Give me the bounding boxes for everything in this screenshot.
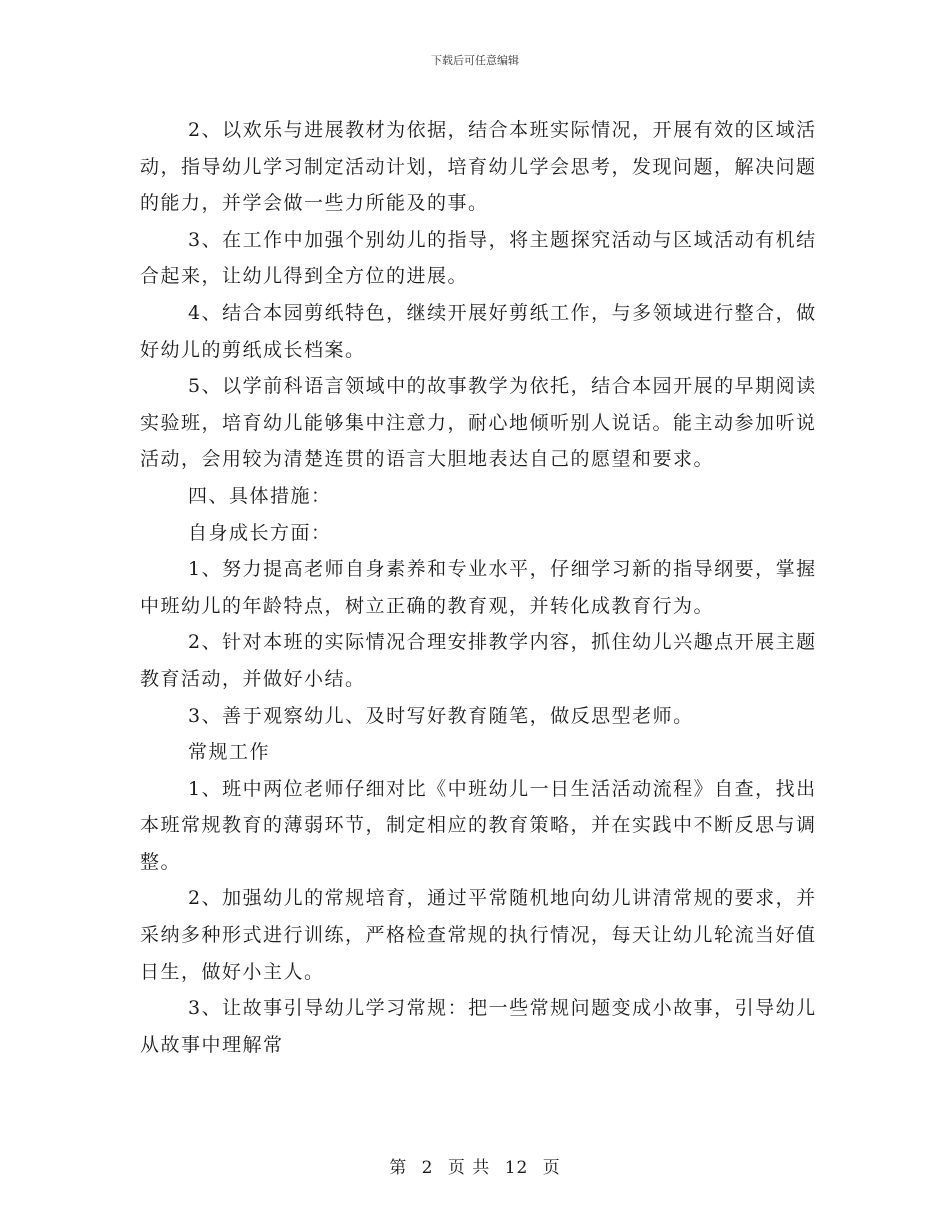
footer-middle: 页 共	[447, 1158, 491, 1178]
subsection-heading: 自身成长方面：	[188, 521, 332, 544]
page-footer	[0, 1153, 950, 1178]
subsection-heading: 常规工作	[188, 741, 271, 764]
paragraph: 1、努力提高老师自身素养和专业水平，仔细学习新的指导纲要，掌握中班幼儿的年龄特点，树立正确的教育观，并转化成教育行为。	[140, 558, 817, 617]
paragraph: 4、结合本园剪纸特色，继续开展好剪纸工作，与多领域进行整合，做好幼儿的剪纸成长档案。	[140, 301, 817, 361]
paragraph: 1、班中两位老师仔细对比《中班幼儿一日生活活动流程》自查，找出本班常规教育的薄弱环节，制定相应的教育策略，并在实践中不断反思与调整。	[140, 777, 817, 873]
paragraph: 3、让故事引导幼儿学习常规：把一些常规问题变成小故事，引导幼儿从故事中理解常	[140, 997, 817, 1056]
page-header: 下载后可任意编辑	[431, 54, 519, 67]
paragraph: 2、加强幼儿的常规培育，通过平常随机地向幼儿讲清常规的要求，并采纳多种形式进行训练，严格检查常规的执行情况，每天让幼儿轮流当好值日生，做好小主人。	[140, 887, 817, 983]
paragraph: 5、以学前科语言领域中的故事教学为依托，结合本园开展的早期阅读实验班，培育幼儿能够集中注意力，耐心地倾听别人说话。能主动参加听说活动，会用较为清楚连贯的语言大胆地表达自己的愿望和要求。	[140, 375, 817, 471]
footer-page-number: 2	[421, 1158, 434, 1178]
footer-prefix: 第	[389, 1158, 408, 1178]
paragraph: 2、针对本班的实际情况合理安排教学内容，抓住幼儿兴趣点开展主题教育活动，并做好小结。	[140, 631, 817, 690]
footer-suffix: 页	[542, 1158, 561, 1178]
paragraph: 3、在工作中加强个别幼儿的指导，将主题探究活动与区域活动有机结合起来，让幼儿得到全方位的进展。	[140, 228, 817, 288]
paragraph: 2、以欢乐与进展教材为依据，结合本班实际情况，开展有效的区域活动，指导幼儿学习制定活动计划，培育幼儿学会思考，发现问题，解决问题的能力，并学会做一些力所能及的事。	[140, 119, 817, 215]
section-heading: 四、具体措施：	[188, 484, 332, 507]
paragraph: 3、善于观察幼儿、及时写好教育随笔，做反思型老师。	[188, 704, 694, 727]
footer-total-pages: 12	[504, 1158, 529, 1178]
document-body	[140, 112, 820, 1063]
